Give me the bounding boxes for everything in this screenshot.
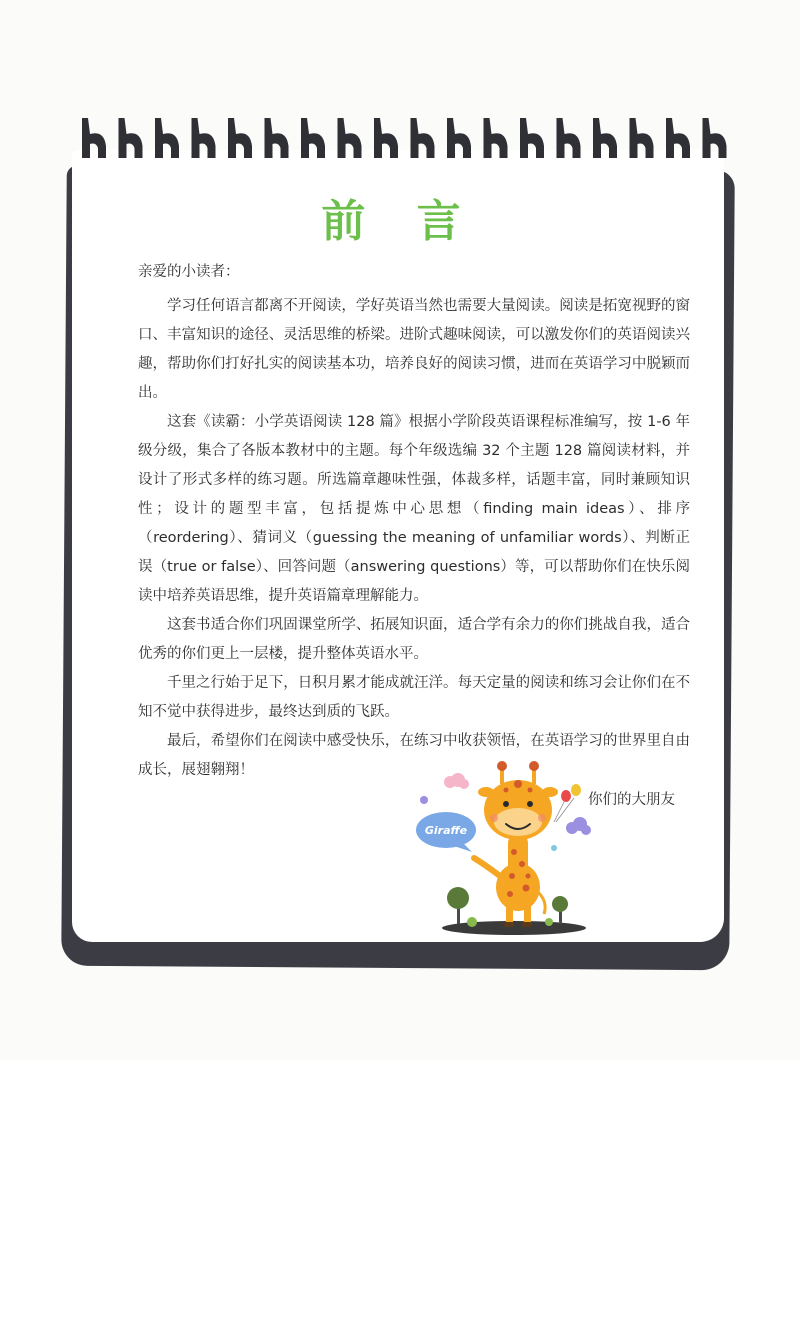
spiral-hook-icon [703, 118, 727, 158]
signature: 你们的大朋友 [588, 792, 675, 808]
balloon-icon [554, 784, 581, 822]
spiral-hook-icon [265, 118, 289, 158]
badge-label: Giraffe [424, 824, 468, 837]
spiral-hook-icon [557, 118, 581, 158]
spiral-hook-icon [228, 118, 252, 158]
paragraph-2: 这套《读霸：小学英语阅读 128 篇》根据小学阶段英语课程标准编写，按 1-6 年级分级，集合了各版本教材中的主题。每个年级选编 32 个主题 128 篇阅读材料，并设计了形式多样的练习题。所选篇章趣味性强，体裁多样，话题丰富，同时兼顾知识性；设计的题型丰富，包括提炼中心思想（finding main ideas）、排序（reordering）、猜词义（guessing the meaning of unfamiliar words）、判断正误（true or false）、回答问题（answering questions）等，可以帮助你们在快乐阅读中培养英语思维，提升英语篇章理解能力。 [138, 414, 690, 604]
dot-icon [551, 845, 557, 851]
tree-icon [447, 887, 469, 924]
giraffe-badge [416, 812, 476, 852]
spiral-hook-icon [119, 118, 143, 158]
spiral-hook-icon [520, 118, 544, 158]
spiral-hook-icon [484, 118, 508, 158]
spiral-hook-icon [447, 118, 471, 158]
spiral-binding [70, 108, 730, 168]
spiral-hook-icon [630, 118, 654, 158]
paragraph-1: 学习任何语言都离不开阅读，学好英语当然也需要大量阅读。阅读是拓宽视野的窗口、丰富知识的途径、灵活思维的桥梁。进阶式趣味阅读，可以激发你们的英语阅读兴趣，帮助你们打好扎实的阅读基本功，培养良好的阅读习惯，进而在英语学习中脱颖而出。 [138, 298, 690, 401]
spiral-hook-icon [666, 118, 690, 158]
spiral-hook-icon [338, 118, 362, 158]
spiral-hook-icon [192, 118, 216, 158]
dot-icon [420, 796, 428, 804]
greeting: 亲爱的小读者： [138, 264, 240, 280]
giraffe-illustration [414, 752, 604, 942]
spiral-hook-icon [411, 118, 435, 158]
cloud-icon [566, 817, 591, 835]
spiral-hook-icon [82, 118, 106, 158]
cloud-icon [444, 773, 469, 789]
tree-icon [552, 896, 568, 924]
paragraph-4: 千里之行始于足下，日积月累才能成就汪洋。每天定量的阅读和练习会让你们在不知不觉中获得进步，最终达到质的飞跃。 [138, 675, 690, 720]
paragraph-5: 最后，希望你们在阅读中感受快乐，在练习中收获领悟，在英语学习的世界里自由成长，展翅翱翔！ [138, 733, 690, 778]
preface-body [138, 258, 690, 785]
spiral-hook-icon [374, 118, 398, 158]
page-title: 前 言 [321, 196, 479, 247]
spiral-hook-icon [155, 118, 179, 158]
giraffe-icon [474, 761, 558, 927]
ground-shadow [442, 921, 586, 935]
spiral-hook-icon [593, 118, 617, 158]
spiral-hook-icon [301, 118, 325, 158]
paragraph-3: 这套书适合你们巩固课堂所学、拓展知识面，适合学有余力的你们挑战自我，适合优秀的你们更上一层楼，提升整体英语水平。 [138, 617, 690, 662]
